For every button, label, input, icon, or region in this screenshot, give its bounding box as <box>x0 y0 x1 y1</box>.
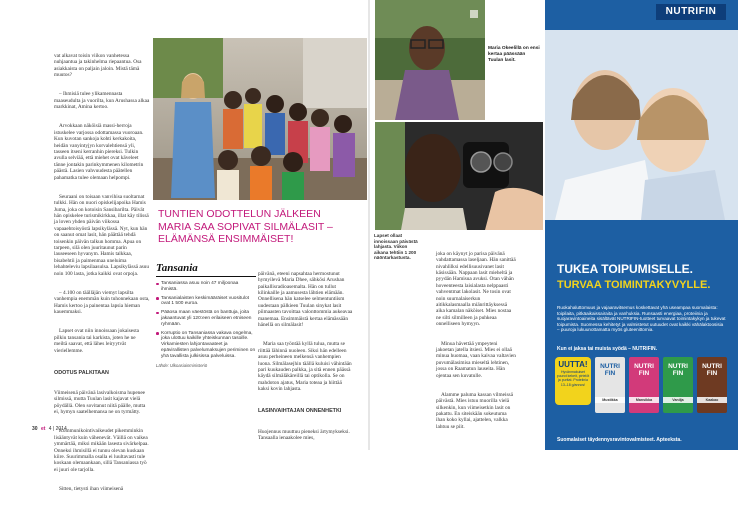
page-number: 30 <box>32 426 38 432</box>
factbox-item: Korruptio on Tansaniassa vakava ongelma, joka ulottuu kaikille yhteiskunnan tasoille. Virkamiesten lahjontavaateet ja epävirallisten palvelumaksujen periminen on yhä tavallista julkisissa palveluissa. <box>156 331 256 360</box>
article-column-4 <box>258 258 354 441</box>
eye-exam-image <box>375 122 543 230</box>
product-name: NUTRI FIN <box>600 363 620 377</box>
paragraph: Lapset ovat niin innoissaan jokaisesta pilkiu tansania tai karkista, joten he ne meiltä saavat, että lähes leiryytvät vieriellemme. <box>54 328 141 354</box>
paragraph: Alamme paluma kassan vilmeissä päivästä. Mies istuu muorilla vielä silkenkin, kun viimeisetkin lasit on pakattu. En siteiskään sokeutuma ihan koko kyllai, ajattelen, valkka lahtuu se piit. <box>436 391 515 430</box>
paragraph: Sitten, tietysti ihan viimeisenä <box>59 486 124 493</box>
photo-caption-maria: Maria Okeelillä on ensi kertaa päässään Tuulan lasit. <box>488 46 540 63</box>
product-flavor: Mansikka <box>629 397 659 403</box>
article-column-1 <box>54 40 151 493</box>
factbox-source: Lähde: Ulkoasiainministeriö <box>156 362 208 368</box>
paragraph: Huojennus muuttuu pieneksi ärtymykseksi. Tansaalla ienaakolee mies, <box>258 428 352 441</box>
nutrifin-logo: NUTRIFIN <box>656 4 726 20</box>
paragraph: – 4.100 on täälläjän viemyt lapsilta vanhempia enemmän kuin tuhonnekaan osta, Hamis kertoo ja painentaa lapsia hieman kauemmaksi. <box>54 289 151 316</box>
pull-quote: TUNTIEN ODOTTELUN JÄLKEEN MARIA SAA SOPIVAT SILMÄLASIT – ELÄMÄNSÄ ENSIMMÄISET! <box>158 208 333 245</box>
maria-image <box>375 0 485 120</box>
page-gutter <box>368 0 370 450</box>
article-column-6 <box>436 238 516 438</box>
product-name: NUTRI FIN <box>668 363 688 377</box>
ad-family-photo <box>545 30 738 220</box>
product-name: NUTRI FIN <box>702 363 722 377</box>
subheading-odotus: ODOTUS PALKITAAN <box>54 369 109 376</box>
product-flavor: Kaakao <box>697 397 727 403</box>
factbox-item: Pääosa maan väestöstä on banttuja, joita jakaantuvat yli 120:een erilaiseen etniseen ryhmään. <box>156 310 256 327</box>
paragraph: vat alkavat toisin viikon vanhetessa nuhjaantua ja takinhelma riepaantua. Osa asiakkaista on paljain jaloin. Mistä tämä muutos? <box>54 52 143 79</box>
ad-headline-1: TUKEA TOIPUMISELLE. <box>557 262 694 276</box>
new-sublabel: Hyvänmakuiset puurot kekeit, pirtelöt ja puritat. Proteiinia 13–18 g/annos! <box>556 370 590 387</box>
product-pack <box>663 357 693 413</box>
product-pack <box>629 357 659 413</box>
product-name: NUTRI FIN <box>634 363 654 377</box>
new-badge <box>555 357 591 405</box>
family-image <box>545 30 738 220</box>
issue-number: 4 | 2014 <box>48 426 67 432</box>
maria-photo <box>375 0 485 120</box>
product-flavor: Vanilja <box>663 397 693 403</box>
ad-footer: Suomalaiset täydennysravintovalmisteet. Apteeksta. <box>557 437 682 443</box>
subheading-lasinvaihtaja: LASINVAIHTAJAN ONNENHETKI <box>258 408 342 415</box>
product-pack <box>595 357 625 413</box>
paragraph: Minua hävettää ympeyteni jakoetan jatella itsiesi. Mies ei ollaä minua huomaa, vaan kaivaa valtavien puvumälasimisa mieseltä lehtinen, jossa on Raamatun lauseita. Hän ojentaa sen kuvatulle. <box>436 340 518 379</box>
magazine-name: et <box>40 426 46 432</box>
page-footer <box>32 426 67 432</box>
main-photo-group <box>153 38 367 200</box>
paragraph: – Ihmisiä tulee ylikamennasta maaseudulta ja vuorilta, kun Arushassa alkaa markkinat, Amina kertoo. <box>54 91 151 111</box>
paragraph: joka on käynyt jo parisa päivänä vahdattamassa laseljaan. Hän sanittää nivahlilksi edellisuusivanet lasit käsissään. Nappaan lasit mieheltä ja pyydän Hamisua avuksi. Otan vähän hoveenteesta laisialasta nelppaasti vahventmat lakolasit. Ne tosin ovat noin suurnalaiserkun aitikkalasmaalla miänrittäyksessä aika kamalan näköiset. Mies nostaa ne silti silmilleen ja puhkeaa onnelliseen hymyyn. <box>436 250 518 328</box>
paragraph: päivänä, eteeni napsahtaa hermostunut hymyilevä Maria Dhee, sähkösi Arushan paikallisradioasemalta. Hän on tullut kilinkaille ja aamusesta lähtien elämään. Onnellisena hän katselee selmentuntiism uudestaan pälkieen Tuulan sinykat lasit piimaasten tavoittaa valonttommia aukeavaa manemaa. Ensimmäistä kertaa elämässään hänellä on silmälasit! <box>258 270 354 329</box>
tansania-factbox <box>156 262 256 440</box>
group-photo-image <box>153 38 367 200</box>
factbox-list <box>156 281 256 360</box>
new-label: UUTTA! <box>558 360 588 369</box>
product-pack <box>697 357 727 413</box>
ad-headline-2: TURVAA TOIMINTAKYVYLLE. <box>557 279 711 291</box>
paragraph: Kommunikointivaikeudet pikemminkin lisääntyvät kuin vähenevät. Väillä on vaikea ymmärtää, miksi mikään lasesta sivärkelpaa. Onneksi ihmisillä ei tunnu olevan kuskaan kiire. Suurimmalla osalla ei luultavasti tule koskaan olemaankaan, sillä Tansaniassa työ ei juuri ole tarjolla. <box>54 428 151 473</box>
paragraph: Viimeisenä päivänä lasivalkoisma hupenee silmissä, mutta Tuulan lasit kajavat vielä pöydällä. Olen sovitanut niitä päälle, mutta ei, hymyn saatelhemansa ne on tyrmätty. <box>54 389 147 416</box>
paragraph: Arvokkaan näköisiä massi-herroja istuskelee varjossa odottamassa vuoroaan. Kun kuvotan sankoja kohti kerkakoita, heidän vanyintyjyn korvalehtiensä yli, tasseen itseni kerranhin piereksi. Tulkin avulla selviää, että miehet ovat käveleet tänne jontakin parinkymmenen kilometrin päästä. Lasien vahvuudesta päätellen pahamatka tulee olemaan helpompi. <box>54 123 145 181</box>
ad-cta: Kun ei jaksa tai muista syödä – NUTRIFIN. <box>557 346 658 352</box>
eye-exam-photo <box>375 122 543 230</box>
factbox-item: Tansaniassa asuu noin 47 miljoonaa ihmistä. <box>156 281 256 293</box>
photo-caption-children: Lapset ollaat innoissaan päivästä lahjasta. Viikon aikana tehtiin 1 200 näöntarkastusta. <box>374 233 419 261</box>
ad-body-text: Ruokahaluttomuus ja vajaaravitsemus koskettavat yhä useampaa suomalaista: toipilaita, pitkäaikaissairaita ja vanhuksia. Runsaasti energiaa, proteiinia ja suojaravintoaineita sisältävät NUTRIFIN-tuotteet turvaavat toimintakykyn ja tukevat toipumista. Suomessa kehitetyt ja valmistetut uutuudet ovat kaikki vähälaktoosisia – puuroja lukuunottamatta myös gluteenittomia. <box>557 305 726 333</box>
factbox-item: Tansanialaisten keskimääräiset vuositulot ovat 1 500 euroa. <box>156 296 256 308</box>
paragraph: Seuraani on toisaan vanvihisa suoltarnat tulkki. Hän on nuori opiskelijapoika Hamis Juma, joka on kotoisin Sansibarilta. Päivät hän opiskelee turismikirkkaa, illat käy tilissä ja loven yhden päivän viikossa vapaaehtoisyöstä lapsikylässä. Nyt, kun hän on saanut omat lasit, hän päättää tehdä toisenkin päivän talkun homma. Apua on tarpeen, silä olen juuritaunut parin lauseeseen hyvanym. Hamis talkkaa, bisabehtii ja paimenmaa uneluima lehahteleviu lapsilaasulsa. Lapsikylässä asuu noin 100 lasta, jotka kaikki ovat orpoja. <box>54 193 151 277</box>
nutrifin-advertisement[interactable] <box>545 0 738 450</box>
factbox-title: Tansania <box>156 262 256 277</box>
product-flavor: Mustikka <box>595 397 625 403</box>
paragraph: Maria saa työntää kyllä tulua, mutta se riittää lähinnä nuoleen. Siksi hän edelleen asuu perheineen melkensä vanhempien luona. Silmälasejhin täällä kuluisi vähintään pari kuukauden palkka, ja sitä ennen päässä käydä silmäläkäreillä tai optikolla. Se on mahdoton ajatus, Maria toteaa ja hiittää kaksi kovin lahjasta. <box>258 341 354 393</box>
